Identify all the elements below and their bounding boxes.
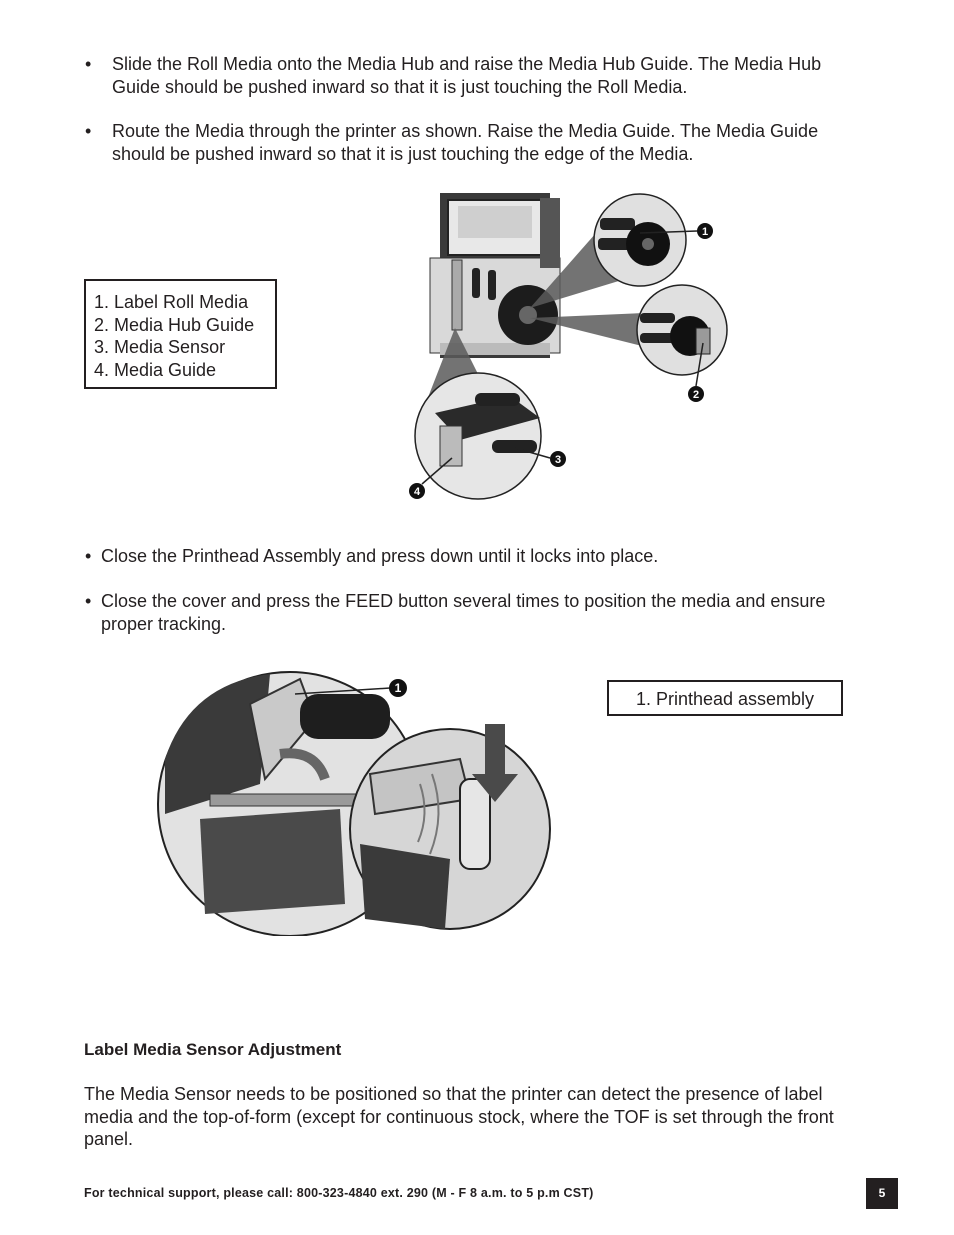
legend-item: 3. Media Sensor: [94, 337, 226, 357]
support-footer: For technical support, please call: 800-323-4840 ext. 290 (M - F 8 a.m. to 5 p.m CST): [84, 1186, 594, 1200]
bullet-item: [85, 545, 875, 568]
media-loading-illustration: [400, 178, 740, 504]
bullet-item: [85, 120, 875, 166]
bullet-text: Slide the Roll Media onto the Media Hub and raise the Media Hub Guide. The Media Hub Guide should be pushed inward so that it is just touching the Roll Media.: [112, 54, 822, 97]
callout-label: 1: [701, 226, 709, 238]
bullet-dot: •: [85, 546, 92, 566]
section-paragraph: The Media Sensor needs to be positioned so that the printer can detect the presence of label media and the top-of-form (except for continuous stock, where the TOF is set through the front panel.: [84, 1084, 834, 1149]
zoom-media-roll: [594, 194, 686, 286]
figure2-legend: [607, 680, 843, 716]
zoom-media-hub-guide: [637, 285, 727, 375]
zoom-media-sensor: [415, 373, 541, 499]
bullet-text: Close the Printhead Assembly and press down until it locks into place.: [101, 546, 659, 566]
legend-item: 2. Media Hub Guide: [94, 314, 255, 335]
callout-label: 3: [554, 454, 562, 466]
callout-label: 4: [413, 486, 421, 498]
callout-label: 2: [692, 389, 700, 401]
legend-item: 1. Label Roll Media: [94, 292, 249, 312]
callout-label: 1: [394, 681, 402, 695]
bullet-item: [85, 53, 875, 99]
bullet-dot: •: [85, 54, 92, 74]
figure1-legend: [84, 279, 277, 389]
page-number: 5: [866, 1178, 898, 1209]
legend-item: 4. Media Guide: [94, 359, 217, 380]
section-heading: Label Media Sensor Adjustment: [84, 1040, 342, 1059]
bullet-dot: •: [85, 591, 92, 611]
bullet-text: Close the cover and press the FEED button several times to position the media and ensure proper tracking.: [101, 591, 826, 634]
bullet-text: Route the Media through the printer as shown. Raise the Media Guide. The Media Guide should be pushed inward so that it is just touching the edge of the Media.: [112, 121, 819, 164]
printhead-assembly-illustration: [150, 664, 565, 936]
legend-item: 1. Printhead assembly: [635, 689, 815, 709]
bullet-item: [85, 590, 875, 636]
bullet-dot: •: [85, 121, 92, 141]
